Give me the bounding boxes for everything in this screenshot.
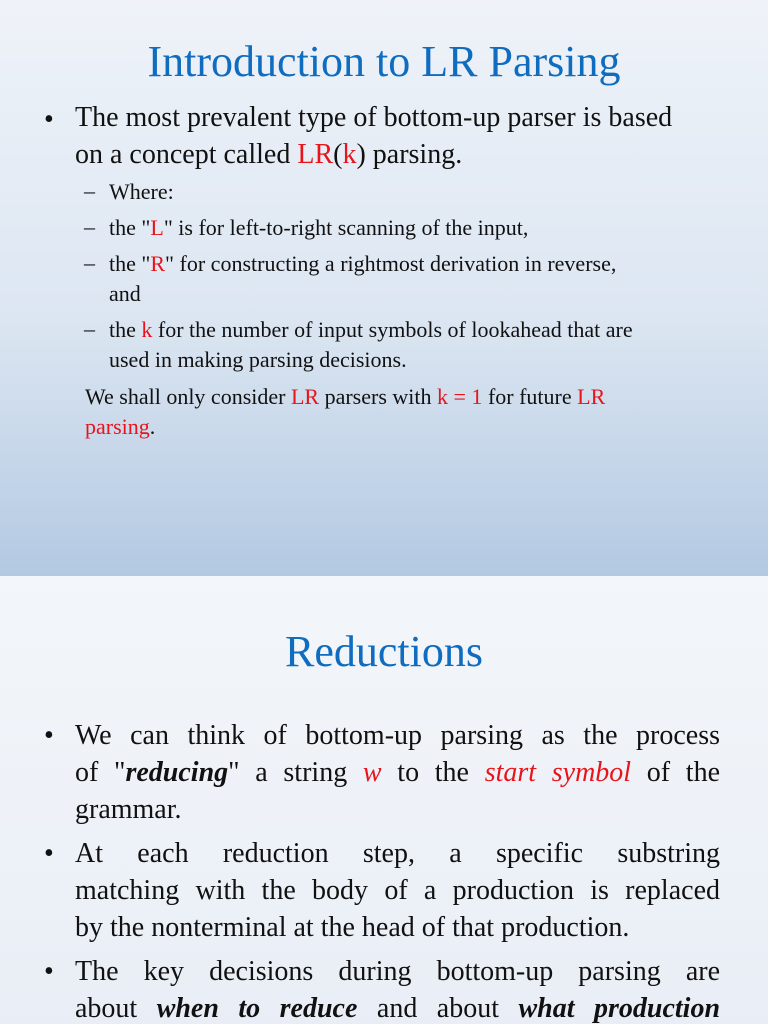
lr-term: LR — [577, 384, 606, 409]
k-term: k — [342, 139, 357, 170]
text-run: of the — [631, 757, 721, 788]
lr-term: LR — [297, 139, 334, 170]
sub-line: and — [109, 281, 141, 306]
bullet-line: by the nonterminal at the head of that production. — [75, 912, 630, 943]
dash-marker: – — [84, 214, 95, 239]
dash-marker: – — [84, 178, 95, 203]
dash-marker: – — [84, 250, 95, 275]
text-run: on a concept called — [75, 139, 298, 170]
bullet-line: At each reduction step, a specific substring — [75, 838, 720, 869]
bullet-marker: • — [44, 838, 54, 869]
bullet-lr-concept — [75, 99, 725, 173]
sub-line — [109, 315, 724, 345]
bullet-line — [75, 136, 725, 173]
bullet-marker: • — [44, 104, 54, 135]
parsing-term: parsing — [85, 414, 150, 439]
bullet-reducing — [75, 717, 720, 828]
text-run: the " — [109, 251, 151, 276]
bullet-line: The most prevalent type of bottom-up parser is based — [75, 102, 673, 133]
bullet-line: The key decisions during bottom-up parsing are — [75, 956, 720, 987]
lr-term: LR — [290, 384, 320, 409]
text-run: to the — [381, 757, 485, 788]
bullet-marker: • — [44, 956, 54, 987]
when-to-reduce-term: when to reduce — [156, 993, 358, 1024]
bullet-marker: • — [44, 720, 54, 751]
bullet-key-decisions — [75, 953, 720, 1024]
text-run: ( — [333, 139, 343, 170]
l-term: L — [150, 215, 164, 240]
slide-title: Reductions — [285, 627, 483, 676]
text-run: " a string — [228, 757, 363, 788]
bullet-line: We can think of bottom-up parsing as the process — [75, 720, 720, 751]
bullet-line — [75, 754, 720, 791]
sub-item-l — [109, 213, 724, 243]
text-run: for future — [482, 384, 578, 409]
bullet-line — [75, 990, 720, 1024]
text-run: " is for left-to-right scanning of the input, — [163, 215, 529, 240]
bullet-line: grammar. — [75, 794, 182, 825]
sub-item-where: Where: — [109, 179, 174, 204]
text-run: ) parsing. — [356, 139, 463, 170]
slide-reductions — [0, 576, 768, 1024]
lr1-note — [85, 382, 715, 442]
sub-line: used in making parsing decisions. — [109, 347, 407, 372]
what-production-term: what production — [518, 993, 721, 1024]
bullet-line: matching with the body of a production is replaced — [75, 875, 720, 906]
bullet-reduction-step — [75, 835, 720, 946]
text-run: about — [75, 993, 157, 1024]
text-run: and about — [357, 993, 519, 1024]
dash-marker: – — [84, 316, 95, 341]
start-symbol-term: start symbol — [484, 757, 632, 788]
text-run: for the number of input symbols of lookahead that are — [152, 317, 633, 342]
text-run: parsers with — [319, 384, 438, 409]
k-equals-one: k = 1 — [437, 384, 483, 409]
sub-item-k — [109, 315, 724, 375]
w-term: w — [362, 757, 382, 788]
slide-title: Introduction to LR Parsing — [147, 37, 621, 86]
sub-item-r — [109, 249, 724, 309]
text-run: . — [149, 414, 156, 439]
sub-line — [109, 249, 724, 279]
text-run: " for constructing a rightmost derivation in reverse, — [165, 251, 617, 276]
k-term: k — [141, 317, 153, 342]
text-run: of " — [75, 757, 126, 788]
reducing-term: reducing — [125, 757, 229, 788]
r-term: R — [150, 251, 166, 276]
text-run: the " — [109, 215, 151, 240]
text-run: the — [109, 317, 142, 342]
text-run: We shall only consider — [85, 384, 291, 409]
